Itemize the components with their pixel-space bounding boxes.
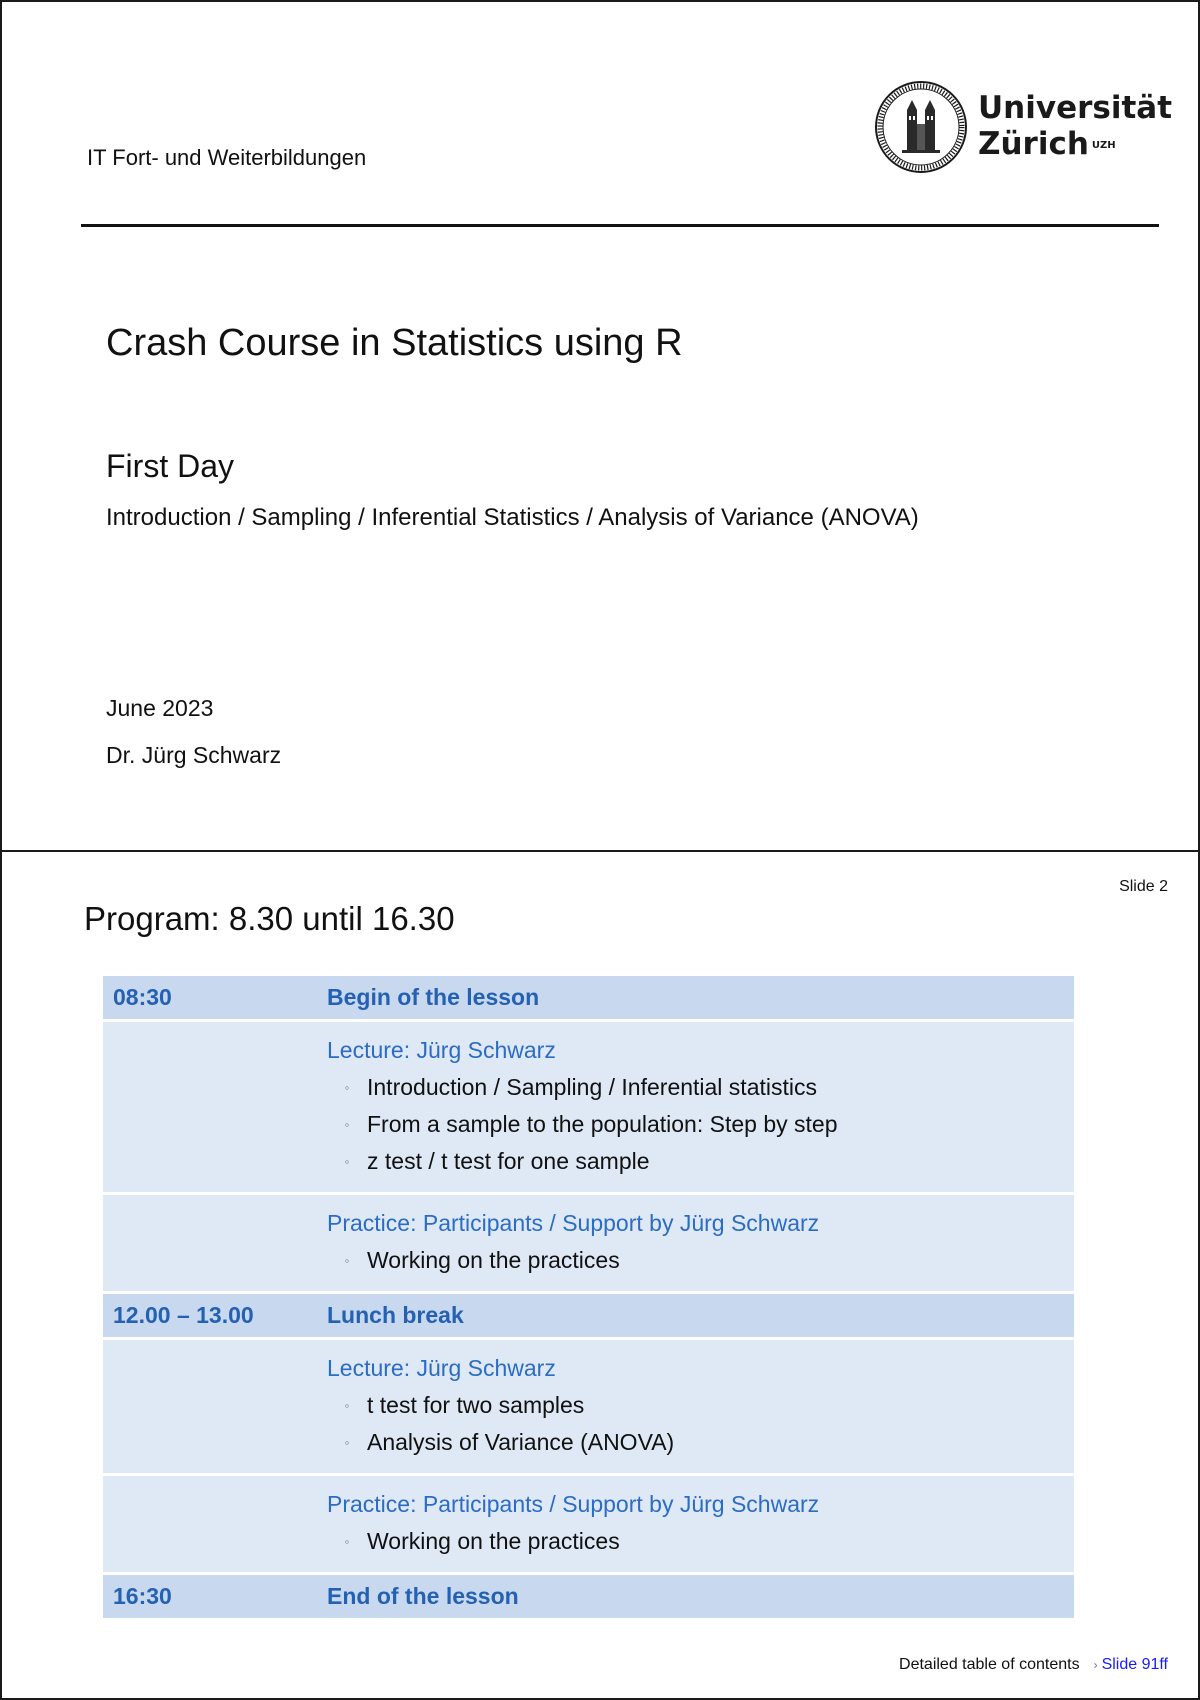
row-label: End of the lesson [327, 1583, 519, 1609]
slide-number: Slide 2 [1119, 878, 1168, 895]
list-item [327, 1523, 1074, 1560]
logo-line2-text: Zürich [978, 126, 1089, 162]
program-slide [0, 850, 1200, 1700]
university-logo [874, 80, 1194, 174]
session-block [327, 1032, 1074, 1180]
list-item [327, 1242, 1074, 1279]
session-label: Lecture: Jürg Schwarz [327, 1355, 556, 1381]
day-subtitle: First Day [106, 448, 234, 484]
logo-wordmark [978, 90, 1172, 162]
session-label: Practice: Participants / Support by Jürg Schwarz [327, 1210, 820, 1236]
list-item [327, 1143, 1074, 1180]
bullet-icon: ◦ [344, 1253, 350, 1268]
row-time-empty [103, 1486, 327, 1560]
list-item-text: Working on the practices [367, 1247, 620, 1273]
course-author: Dr. Jürg Schwarz [106, 742, 282, 768]
logo-line2 [978, 126, 1172, 162]
list-item-text: Analysis of Variance (ANOVA) [367, 1429, 675, 1455]
row-time-empty [103, 1350, 327, 1461]
program-row-lecture-2 [103, 1340, 1074, 1476]
session-label: Practice: Participants / Support by Jürg Schwarz [327, 1491, 820, 1517]
bullet-icon: ◦ [344, 1080, 350, 1095]
list-item-text: Working on the practices [367, 1528, 620, 1554]
program-row-begin [103, 976, 1074, 1022]
session-block [327, 1205, 1074, 1279]
program-row-lunch [103, 1294, 1074, 1340]
session-label: Lecture: Jürg Schwarz [327, 1037, 556, 1063]
session-block [327, 1350, 1074, 1461]
program-row-end [103, 1575, 1074, 1621]
program-row-lecture-1 [103, 1022, 1074, 1195]
topics-line: Introduction / Sampling / Inferential Statistics / Analysis of Variance (ANOVA) [106, 504, 919, 531]
program-row-practice-1 [103, 1195, 1074, 1294]
footer-text: Detailed table of contents [899, 1656, 1080, 1673]
list-item [327, 1106, 1074, 1143]
course-title: Crash Course in Statistics using R [106, 322, 683, 364]
bullet-icon: ◦ [344, 1534, 350, 1549]
list-item-text: From a sample to the population: Step by step [367, 1111, 838, 1137]
list-item [327, 1387, 1074, 1424]
course-date: June 2023 [106, 695, 214, 721]
arrow-right-icon: › [1093, 1658, 1098, 1672]
logo-superscript: UZH [1091, 140, 1116, 151]
program-row-practice-2 [103, 1476, 1074, 1575]
header-divider [81, 224, 1159, 227]
row-time: 12.00 – 13.00 [113, 1302, 254, 1328]
bullet-icon: ◦ [344, 1154, 350, 1169]
row-time: 16:30 [113, 1583, 172, 1609]
row-time: 08:30 [113, 984, 172, 1010]
list-item-text: t test for two samples [367, 1392, 585, 1418]
bullet-icon: ◦ [344, 1435, 350, 1450]
university-seal-icon [874, 80, 968, 174]
session-block [327, 1486, 1074, 1560]
footer [899, 1656, 1168, 1674]
bullet-icon: ◦ [344, 1117, 350, 1132]
logo-line1: Universität [978, 90, 1173, 126]
row-time-empty [103, 1205, 327, 1279]
row-label: Begin of the lesson [327, 984, 540, 1010]
list-item [327, 1069, 1074, 1106]
program-table [103, 976, 1074, 1621]
toc-link[interactable]: Slide 91ff [1101, 1656, 1168, 1673]
department-label: IT Fort- und Weiterbildungen [87, 145, 367, 170]
list-item-text: z test / t test for one sample [367, 1148, 650, 1174]
row-label: Lunch break [327, 1302, 464, 1328]
list-item-text: Introduction / Sampling / Inferential statistics [367, 1074, 817, 1100]
program-title: Program: 8.30 until 16.30 [84, 900, 455, 937]
bullet-icon: ◦ [344, 1398, 350, 1413]
list-item [327, 1424, 1074, 1461]
row-time-empty [103, 1032, 327, 1180]
